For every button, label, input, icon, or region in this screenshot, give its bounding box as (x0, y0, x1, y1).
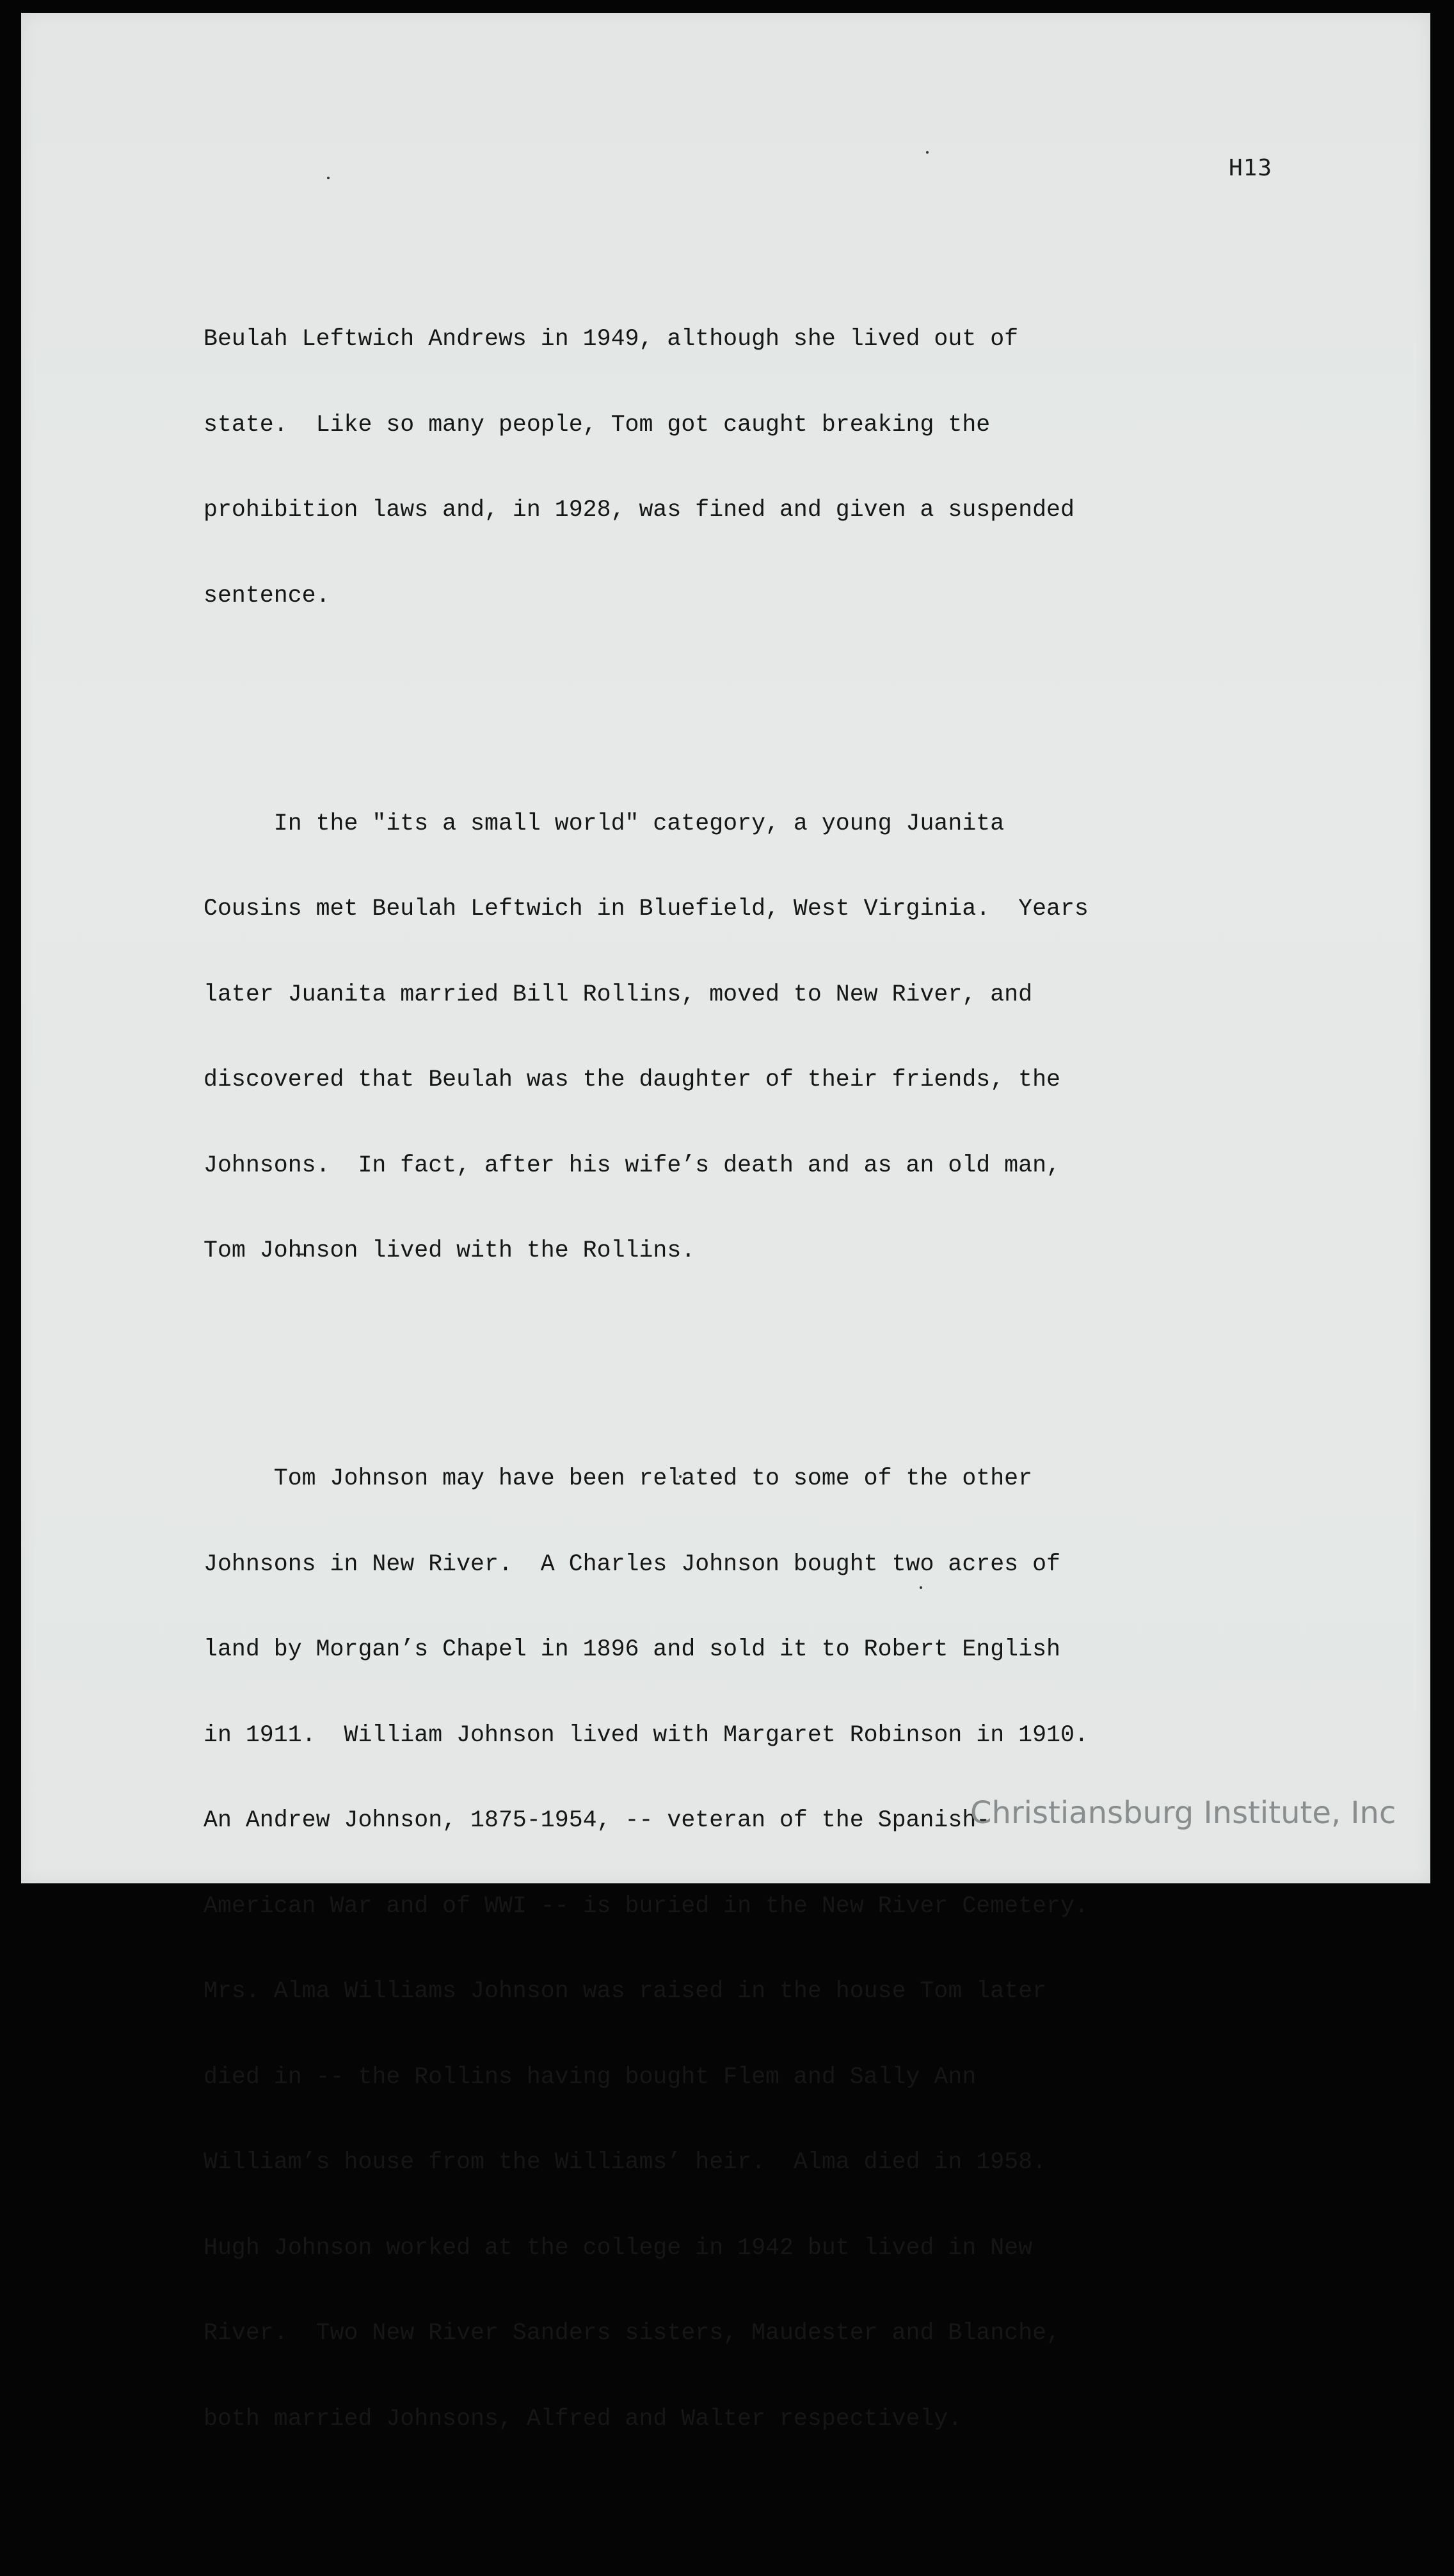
page-number: H13 (1229, 155, 1273, 181)
text-line: land by Morgan’s Chapel in 1896 and sold it to Robert English (204, 1636, 1060, 1662)
text-line: Mrs. Alma Williams Johnson was raised in the house Tom later (204, 1978, 1047, 2004)
text-line: died in -- the Rollins having bought Flem and Sally Ann (204, 2063, 977, 2090)
watermark: Christiansburg Institute, Inc (970, 1795, 1396, 1831)
text-line: William’s house from the Williams’ heir. Alma died in 1958. (204, 2149, 1047, 2175)
document-body (204, 211, 1304, 2576)
paragraph-2 (204, 753, 1304, 1323)
text-line: Johnsons. In fact, after his wife’s death and as an old man, (204, 1152, 1060, 1179)
text-line: Beulah Leftwich Andrews in 1949, although she lived out of (204, 326, 1019, 352)
text-line: Johnsons in New River. A Charles Johnson bought two acres of (204, 1550, 1060, 1577)
text-line: state. Like so many people, Tom got caught breaking the (204, 411, 991, 438)
text-line: discovered that Beulah was the daughter of their friends, the (204, 1067, 1060, 1093)
text-line: Tom Johnson may have been related to some of the other (204, 1465, 1033, 1492)
text-line: both married Johnsons, Alfred and Walter respectively. (204, 2405, 963, 2432)
text-line: An Andrew Johnson, 1875-1954, -- veteran of the Spanish- (204, 1807, 991, 1833)
text-line: later Juanita married Bill Rollins, moved to New River, and (204, 981, 1033, 1008)
text-line: In the "its a small world" category, a young Juanita (204, 810, 1005, 837)
text-line: Cousins met Beulah Leftwich in Bluefield, West Virginia. Years (204, 896, 1089, 922)
text-line: sentence. (204, 582, 330, 609)
scan-speck (926, 151, 929, 154)
text-line: in 1911. William Johnson lived with Margaret Robinson in 1910. (204, 1721, 1089, 1748)
scan-speck (327, 177, 330, 179)
text-line: prohibition laws and, in 1928, was fined and given a suspended (204, 497, 1075, 523)
paragraph-1 (204, 268, 1304, 667)
text-line: Tom Johnson lived with the Rollins. (204, 1237, 696, 1264)
text-line: American War and of WWI -- is buried in the New River Cemetery. (204, 1892, 1089, 1919)
text-line: River. Two New River Sanders sisters, Maudester and Blanche, (204, 2320, 1060, 2346)
paragraph-3 (204, 1408, 1304, 2490)
text-line: Hugh Johnson worked at the college in 1942 but lived in New (204, 2234, 1033, 2261)
